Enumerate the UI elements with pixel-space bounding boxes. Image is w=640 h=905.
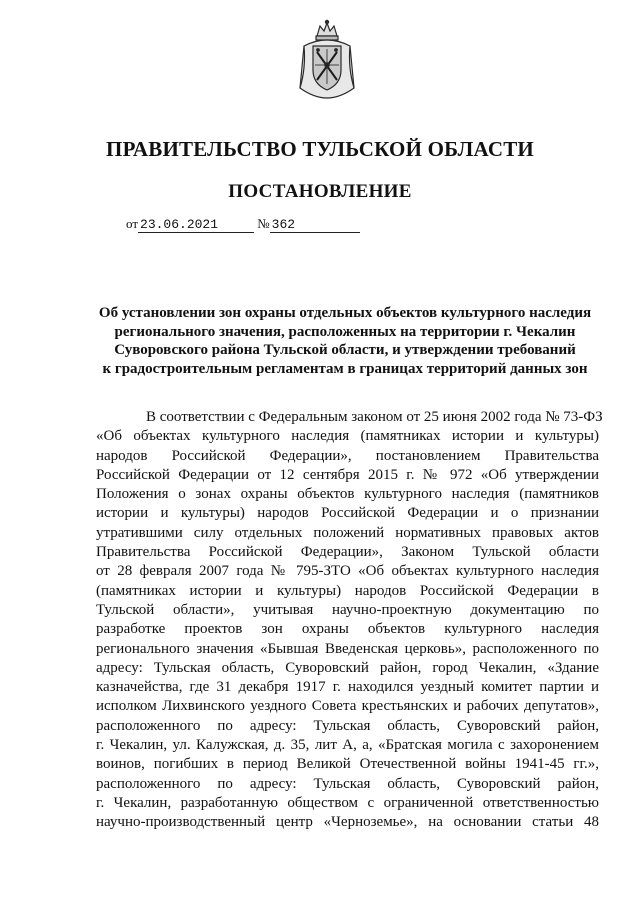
body-line: г. Чекалин, разработанную обществом с ограниченной ответственностью: [96, 794, 599, 811]
document-body: [96, 408, 603, 833]
title-line: Суворовского района Тульской области, и утверждении требований: [114, 342, 576, 358]
body-line: Правительства Российской Федерации», Законом Тульской области: [96, 544, 599, 561]
document-type: ПОСТАНОВЛЕНИЕ: [228, 181, 412, 202]
body-line: расположенного по адресу: Тульская область, Суворовский район,: [96, 717, 599, 734]
coat-of-arms-icon: [296, 18, 358, 100]
body-line: истории и культуры) народов Российской Федерации и о признании: [96, 505, 599, 522]
body-line: народов Российской Федерации», постановлением Правительства: [96, 447, 599, 464]
body-line: г. Чекалин, ул. Калужская, д. 35, лит А, а, «Братская могила с захоронением: [96, 737, 599, 754]
title-line: регионального значения, расположенных на территории г. Чекалин: [114, 323, 576, 340]
body-line: В соответствии с Федеральным законом от 25 июня 2002 года № 73-ФЗ: [146, 409, 603, 425]
body-line: исполком Лихвинского уездного Совета крестьянских и рабочих депутатов»,: [96, 698, 599, 715]
body-line: разработке проектов зон охраны объектов культурного наследия: [96, 621, 599, 638]
number-label: №: [257, 216, 270, 231]
body-line: воинов, погибших в период Великой Отечественной войны 1941-45 гг.»,: [96, 756, 599, 773]
number-value: 362: [270, 217, 360, 233]
organization-name: ПРАВИТЕЛЬСТВО ТУЛЬСКОЙ ОБЛАСТИ: [106, 137, 534, 161]
date-label: от: [126, 216, 139, 231]
body-line: научно-производственный центр «Черноземье», на основании статьи 48: [96, 814, 599, 831]
body-line: от 28 февраля 2007 года № 795-ЗТО «Об объектах культурного наследия: [96, 563, 599, 580]
body-line: Положения о зонах охраны объектов культурного наследия (памятников: [96, 486, 599, 503]
title-line: Об установлении зон охраны отдельных объектов культурного наследия: [98, 305, 592, 321]
title-line: к градостроительным регламентам в границах территорий данных зон: [102, 360, 588, 377]
body-line: (памятниках истории и культуры) народов Российской Федерации в: [96, 582, 599, 599]
body-line: Тульской области», учитывая научно-проектную документацию по: [96, 601, 599, 618]
registration-line: [126, 216, 360, 233]
body-line: утратившими силу отдельных положений нормативных правовых актов: [96, 524, 599, 541]
body-line: адресу: Тульская область, Суворовский район, город Чекалин, «Здание: [96, 659, 599, 676]
body-line: Российской Федерации от 12 сентября 2015 г. № 972 «Об утверждении: [96, 466, 599, 483]
body-line: «Об объектах культурного наследия (памятниках истории и культуры): [96, 428, 599, 445]
document-title: [90, 304, 600, 378]
date-value: 23.06.2021: [138, 217, 254, 233]
body-line: регионального значения «Бывшая Введенская церковь», расположенного по: [96, 640, 599, 657]
body-line: казначейства, где 31 декабря 1917 г. находился уездный комитет партии и: [96, 679, 599, 696]
body-line: расположенного по адресу: Тульская область, Суворовский район,: [96, 775, 599, 792]
